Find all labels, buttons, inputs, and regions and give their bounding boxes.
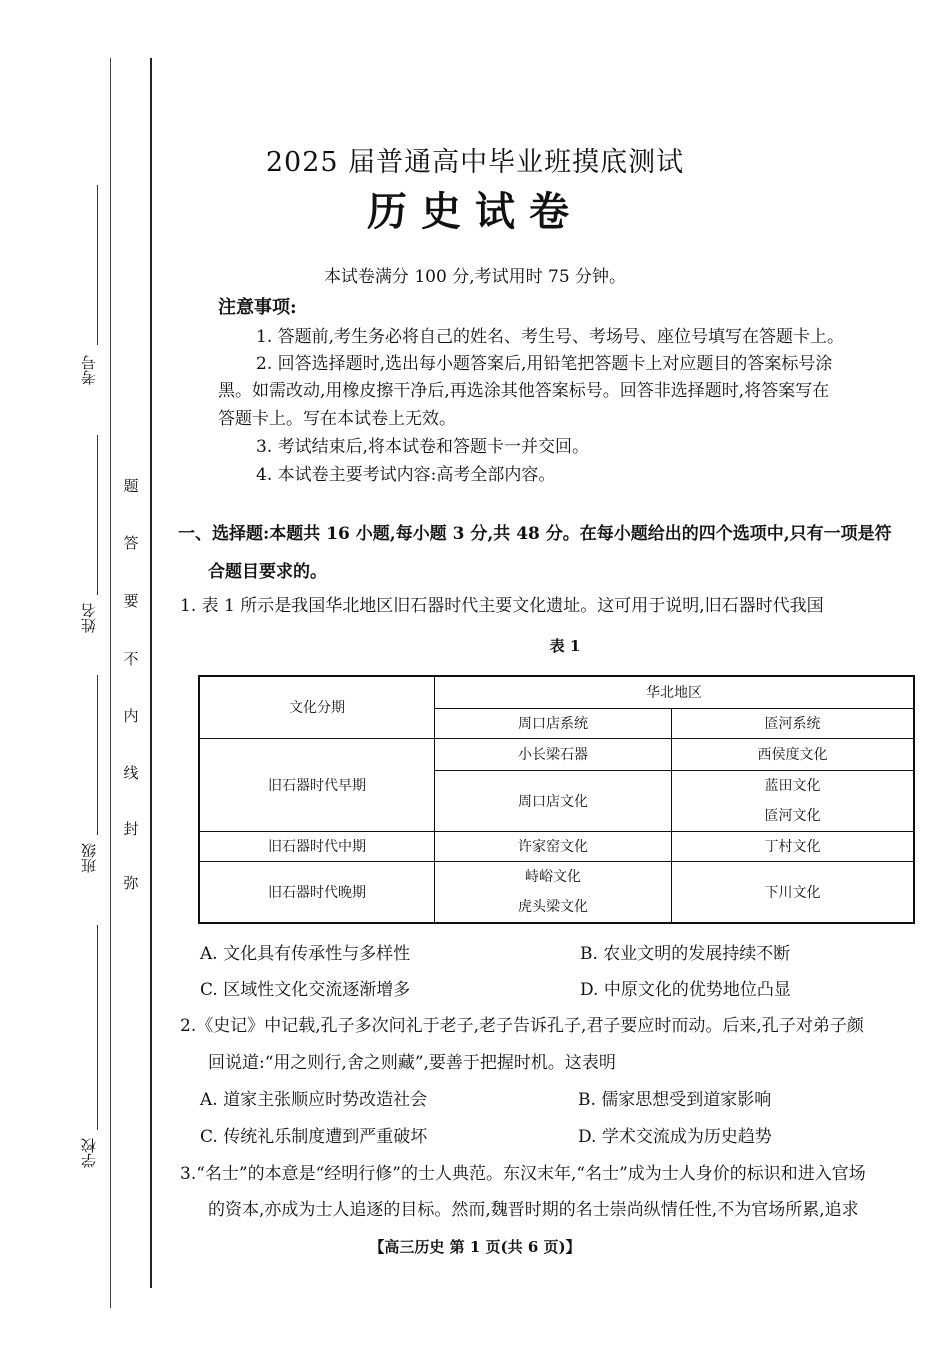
seal-char: 封 <box>123 820 139 838</box>
question-1-option-b: B. 农业文明的发展持续不断 <box>580 944 791 964</box>
seal-char: 要 <box>123 592 139 610</box>
question-3-stem: 3.“名士”的本意是“经明行修”的士人典范。东汉末年,“名士”成为士人身价的标识和进入官场 <box>180 1164 866 1184</box>
table-cell-line: 虎头梁文化 <box>518 898 588 915</box>
table-cell: 西侯度文化 <box>672 738 915 770</box>
table-row-label: 旧石器时代晚期 <box>199 861 435 923</box>
table-row-label: 旧石器时代中期 <box>199 831 435 861</box>
seal-char: 题 <box>123 477 139 495</box>
table-cell-line: 峙峪文化 <box>525 868 581 885</box>
notice-item: 1. 答题前,考生务必将自己的姓名、考生号、考场号、座位号填写在答题卡上。 <box>256 327 845 347</box>
table-caption: 表 1 <box>549 637 581 655</box>
exam-subtitle: 2025 届普通高中毕业班摸底测试 <box>265 147 685 178</box>
seal-char: 答 <box>123 534 139 552</box>
binding-line-outer <box>110 58 111 1308</box>
table-cell: 周口店文化 <box>435 770 672 831</box>
notice-item-cont: 答题卡上。写在本试卷上无效。 <box>218 409 456 429</box>
question-2-stem: 2.《史记》中记载,孔子多次问礼于老子,老子告诉孔子,君子要应时而动。后来,孔子对弟子颜 <box>180 1016 864 1036</box>
question-3-stem-cont: 的资本,亦成为士人追逐的目标。然而,魏晋时期的名士崇尚纵情任性,不为官场所累,追求 <box>208 1200 859 1220</box>
exam-no-label: 考号 <box>80 355 98 385</box>
table-cell: 小长梁石器 <box>435 738 672 770</box>
table-cell: 许家窑文化 <box>435 831 672 861</box>
question-2-option-d: D. 学术交流成为历史趋势 <box>578 1127 772 1147</box>
table-header-cell: 文化分期 <box>199 676 435 738</box>
table-cell <box>435 861 672 923</box>
section-heading: 一、选择题:本题共 16 小题,每小题 3 分,共 48 分。在每小题给出的四个选项中,只有一项是符 <box>178 524 892 544</box>
seal-char: 内 <box>123 707 139 725</box>
table-row-label: 旧石器时代早期 <box>199 738 435 831</box>
class-label: 班级 <box>80 843 98 873</box>
question-2-option-b: B. 儒家思想受到道家影响 <box>578 1090 772 1110</box>
table-cell-line: 匼河文化 <box>764 807 821 824</box>
notice-item-cont: 黑。如需改动,用橡皮擦干净后,再选涂其他答案标号。回答非选择题时,将答案写在 <box>218 381 830 401</box>
table-cell <box>672 770 915 831</box>
page-title: 历史试卷 <box>367 188 583 235</box>
table-header-cell: 匼河系统 <box>672 708 915 738</box>
notice-heading: 注意事项: <box>218 297 297 318</box>
table-cell: 丁村文化 <box>672 831 915 861</box>
question-2-option-a: A. 道家主张顺应时势改造社会 <box>200 1090 428 1110</box>
seal-char: 不 <box>123 650 139 668</box>
question-2-option-c: C. 传统礼乐制度遭到严重破坏 <box>200 1127 428 1147</box>
name-underline <box>97 435 98 595</box>
school-label: 学校 <box>80 1138 98 1168</box>
section-heading-cont: 合题目要求的。 <box>208 562 327 582</box>
seal-char: 弥 <box>123 874 139 892</box>
table-header-cell: 周口店系统 <box>435 708 672 738</box>
notice-item: 4. 本试卷主要考试内容:高考全部内容。 <box>256 465 556 485</box>
table-cell: 下川文化 <box>672 861 915 923</box>
binding-line-inner <box>150 58 152 1288</box>
question-1-option-c: C. 区域性文化交流逐渐增多 <box>200 980 411 1000</box>
name-label: 姓名 <box>80 603 98 633</box>
notice-item: 2. 回答选择题时,选出每小题答案后,用铅笔把答题卡上对应题目的答案标号涂 <box>256 354 833 374</box>
table-cell-line: 蓝田文化 <box>764 777 821 794</box>
seal-char: 线 <box>123 764 139 782</box>
question-1-stem: 1. 表 1 所示是我国华北地区旧石器时代主要文化遗址。这可用于说明,旧石器时代我国 <box>180 596 824 616</box>
table-header-cell: 华北地区 <box>435 676 915 708</box>
notice-item: 3. 考试结束后,将本试卷和答题卡一并交回。 <box>256 437 590 457</box>
question-1-option-a: A. 文化具有传承性与多样性 <box>200 944 411 964</box>
question-1-option-d: D. 中原文化的优势地位凸显 <box>580 980 791 1000</box>
school-underline <box>97 925 98 1130</box>
question-2-stem-cont: 回说道:“用之则行,舍之则藏”,要善于把握时机。这表明 <box>208 1053 616 1073</box>
culture-table <box>198 675 915 924</box>
class-underline <box>97 675 98 835</box>
score-note: 本试卷满分 100 分,考试用时 75 分钟。 <box>323 267 627 287</box>
page-footer: 【高三历史 第 1 页(共 6 页)】 <box>369 1238 581 1256</box>
